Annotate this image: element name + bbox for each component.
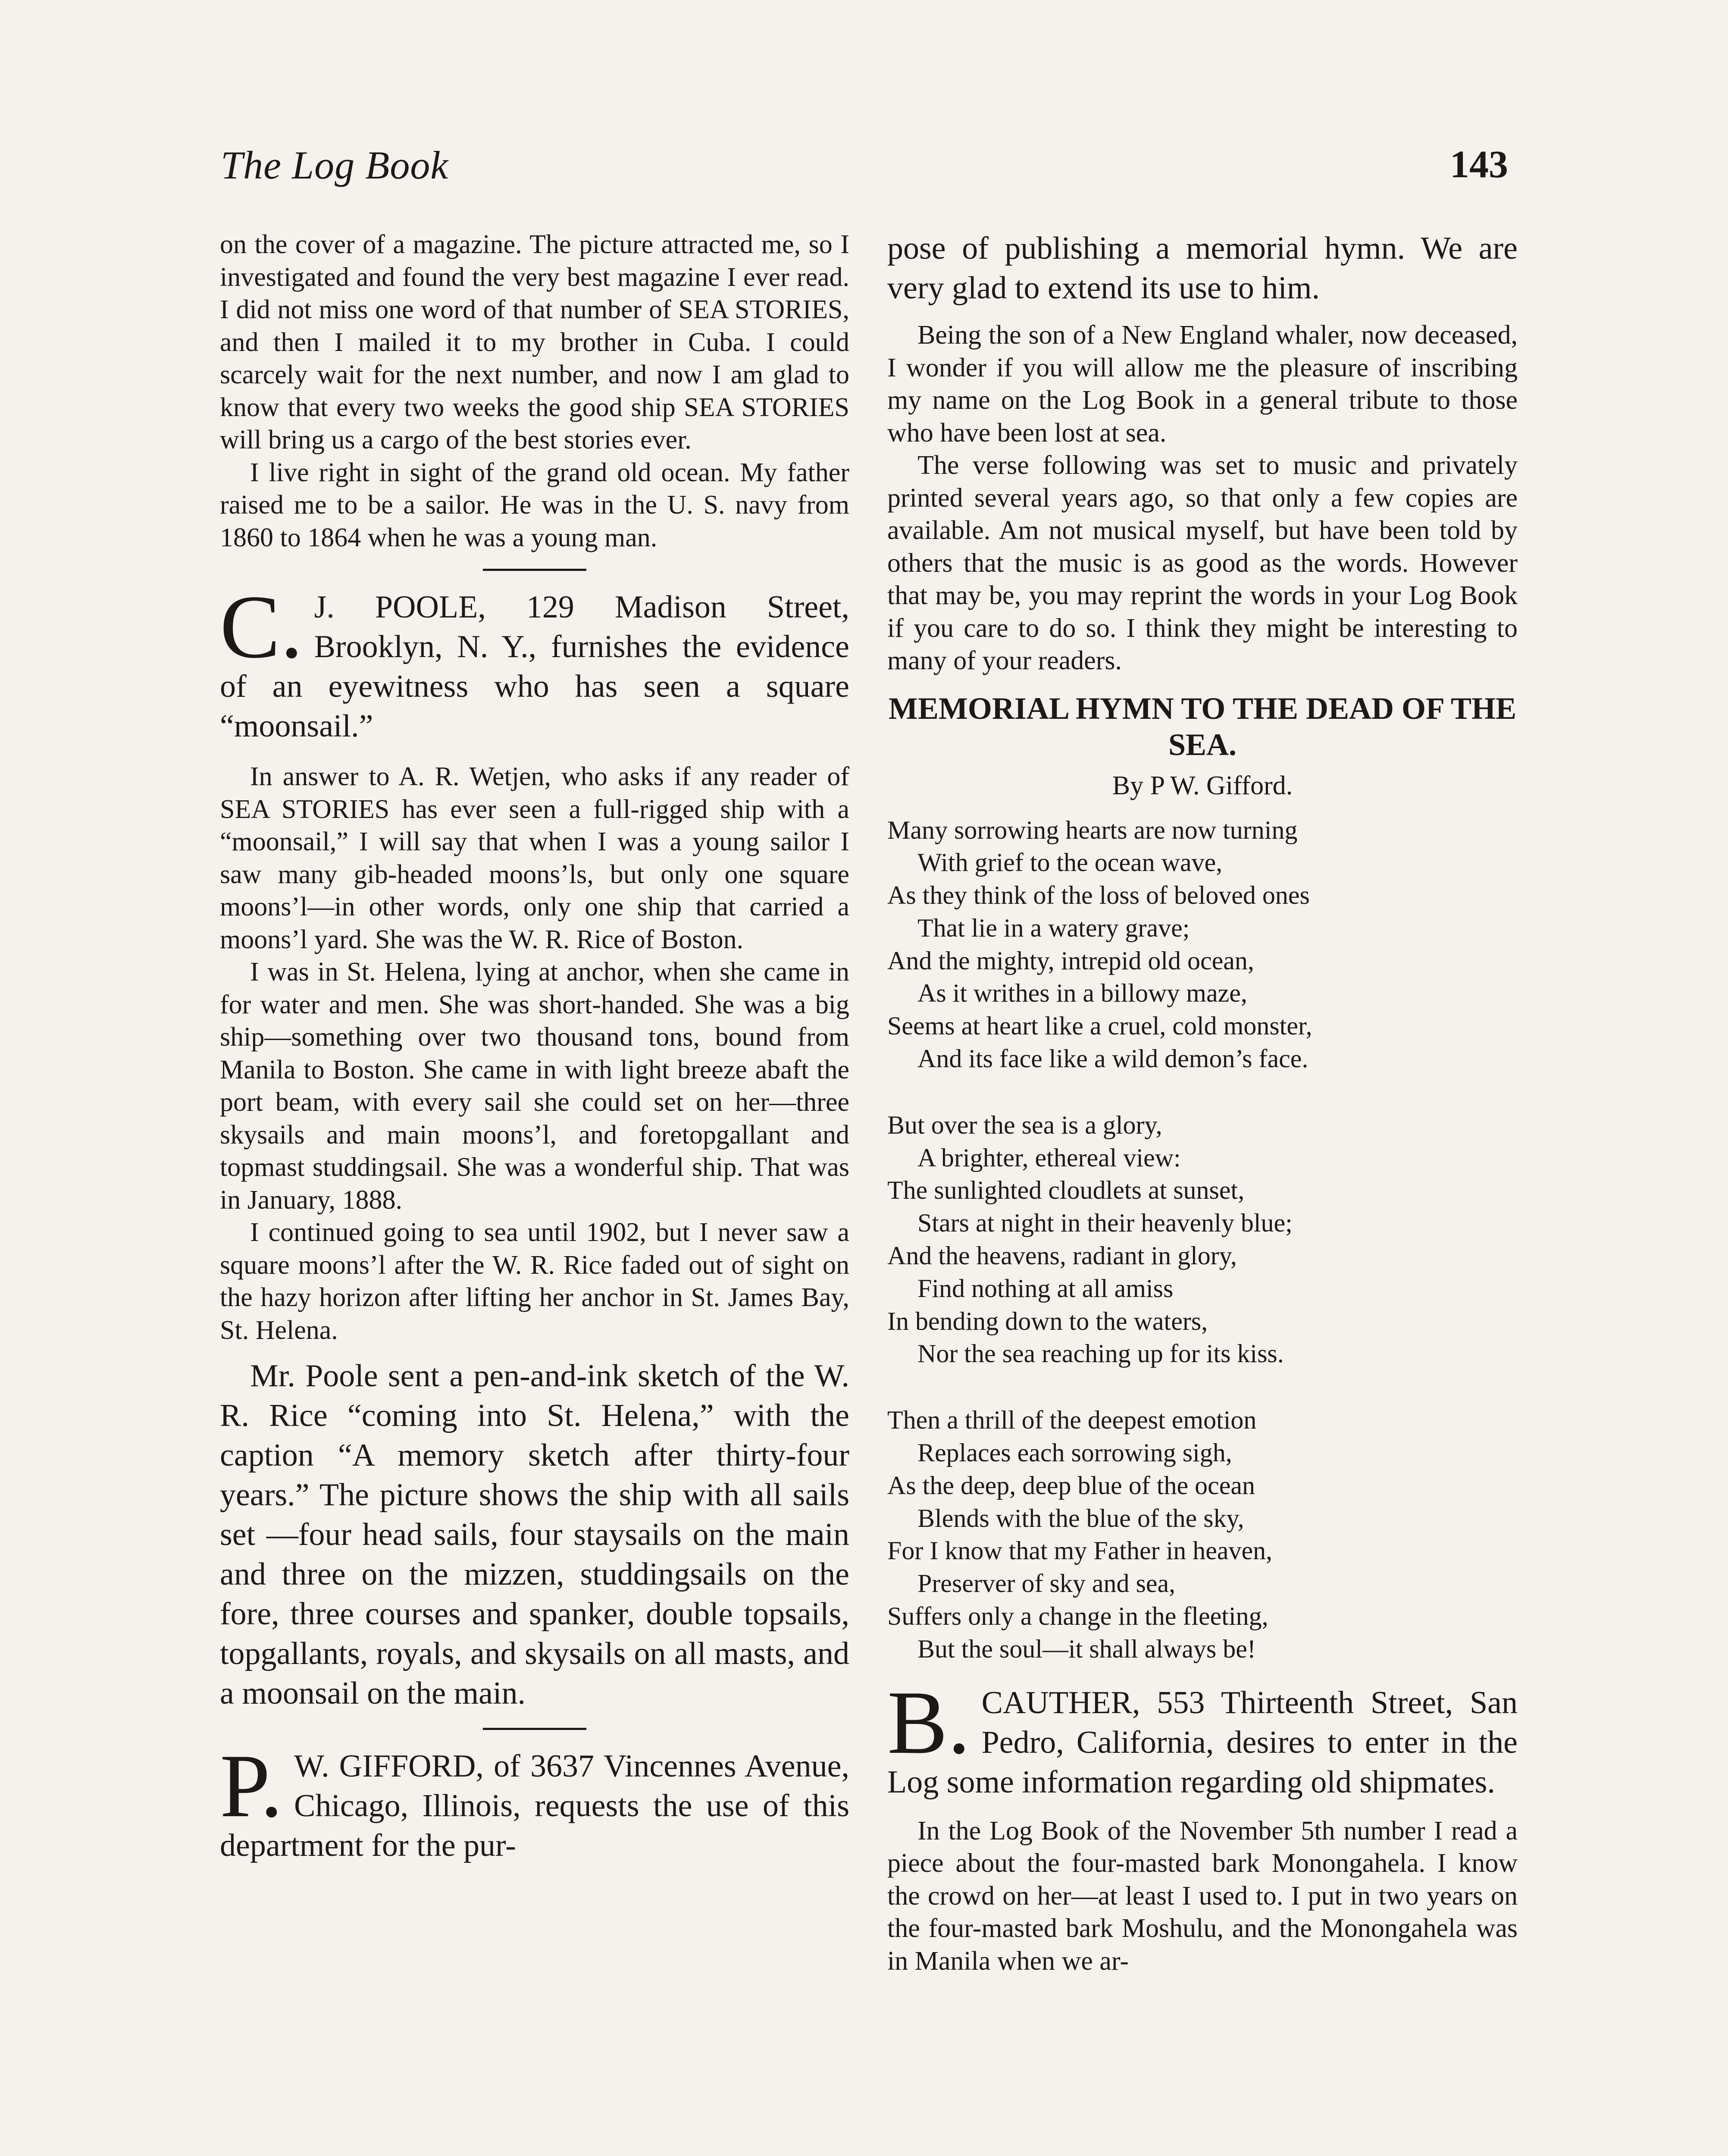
verse-line: Many sorrowing hearts are now turning [887,815,1298,844]
verse-line: As they think of the loss of beloved ones [887,881,1310,910]
verse-line: Blends with the blue of the sky, [917,1504,1244,1532]
page-number: 143 [1450,143,1508,186]
verse-line: A brighter, ethereal view: [917,1143,1181,1172]
verse-line: For I know that my Father in heaven, [887,1536,1273,1565]
gifford-intro [220,1736,849,1865]
hymn-stanza [887,814,1518,1075]
verse-line: Seems at heart like a cruel, cold monster, [887,1012,1312,1040]
verse-line: Nor the sea reaching up for its kiss. [917,1339,1284,1368]
verse-line: With grief to the ocean wave, [917,848,1223,877]
editor-paragraph: Mr. Poole sent a pen-and-ink sketch of the W. R. Rice “coming into St. Helena,” with the caption “A memory sketch after thirty-four years.” The picture shows the ship with all sails set —four head sails, four staysails on the main and three on the mizzen, studdingsails on the fore, three courses and spanker, double topsails, topgallants, royals, and skysails on all masts, and a moonsail on the main. [220,1358,849,1711]
right-column [887,229,1518,1977]
verse-line: That lie in a watery grave; [917,913,1190,942]
gifford-intro-text: W. GIFFORD, of 3637 Vincennes Avenue, Chicago, Illinois, requests the use of this department for the pur- [220,1749,849,1863]
verse-line: But the soul—it shall always be! [917,1634,1256,1663]
verse-line: And the mighty, intrepid old ocean, [887,946,1254,975]
hymn-stanza [887,1109,1518,1370]
poole-intro-text: J. POOLE, 129 Madison Street, Brooklyn, N. Y., furnishes the evidence of an eyewitness who has seen a square “moonsail.” [220,589,849,744]
verse-line: Then a thrill of the deepest emotion [887,1406,1257,1435]
verse-line: Preserver of sky and sea, [917,1569,1176,1598]
letter-paragraph: In answer to A. R. Wetjen, who asks if any reader of SEA STORIES has ever seen a full-rigged ship with a “moonsail,” I will say that when I was a young sailor I saw many gib-headed moons’ls, but only one square moons’l—in other words, only one ship that carried a moons’l yard. She was the W. R. Rice of Boston. [220,762,849,954]
letter-paragraph: on the cover of a magazine. The picture attracted me, so I investigated and found the very best magazine I ever read. I did not miss one word of that number of SEA STORIES, and then I mailed it to my brother in Cuba. I could scarcely wait for the next number, and now I am glad to know that every two weeks the good ship SEA STORIES will bring us a cargo of the best stories ever. [220,230,849,454]
hymn-title: MEMORIAL HYMN TO THE DEAD OF THE SEA. [888,691,1517,762]
drop-cap: B. [887,1672,970,1773]
verse-line: And its face like a wild demon’s face. [917,1044,1309,1073]
left-column [220,229,849,1865]
verse-line: And the heavens, radiant in glory, [887,1241,1237,1270]
letter-paragraph: In the Log Book of the November 5th number I read a piece about the four-masted bark Monongahela. I know the crowd on her—at least I used to. I put in two years on the four-masted bark Moshulu, and the Monongahela was in Manila when we ar- [887,1816,1518,1976]
drop-cap: C. [220,577,303,677]
section-divider [483,1728,586,1730]
verse-line: Stars at night in their heavenly blue; [917,1209,1293,1238]
verse-line: Replaces each sorrowing sigh, [917,1438,1232,1467]
poole-intro [220,577,849,746]
hymn-stanza [887,1404,1518,1665]
verse-line: In bending down to the waters, [887,1307,1208,1335]
section-divider [483,569,586,571]
verse-line: As it writhes in a billowy maze, [917,979,1247,1008]
verse-line: But over the sea is a glory, [887,1110,1162,1139]
verse-line: The sunlighted cloudlets at sunset, [887,1176,1245,1205]
verse-line: Find nothing at all amiss [917,1274,1174,1303]
hymn-byline: By P W. Gifford. [1112,771,1293,800]
letter-paragraph: I was in St. Helena, lying at anchor, when she came in for water and men. She was short-handed. She was a big ship—something over two thousand tons, bound from Manila to Boston. She came in with light breeze abaft the port beam, with every sail she could set on her—three skysails and main moons’l, and foretopgallant and topmast studdingsail. She was a wonderful ship. That was in January, 1888. [220,957,849,1215]
editor-paragraph: pose of publishing a memorial hymn. We are very glad to extend its use to him. [887,231,1518,306]
cauther-intro [887,1672,1518,1802]
letter-paragraph: I live right in sight of the grand old ocean. My father raised me to be a sailor. He was in the U. S. navy from 1860 to 1864 when he was a young man. [220,458,849,552]
letter-paragraph: I continued going to sea until 1902, but I never saw a square moons’l after the W. R. Rice faded out of sight on the hazy horizon after lifting her anchor in St. James Bay, St. Helena. [220,1218,849,1345]
running-header-title: The Log Book [221,143,449,187]
drop-cap: P. [220,1736,283,1836]
cauther-intro-text: CAUTHER, 553 Thirteenth Street, San Pedro, California, desires to enter in the Log some information regarding old shipmates. [887,1685,1518,1800]
letter-paragraph: Being the son of a New England whaler, now deceased, I wonder if you will allow me the pleasure of inscribing my name on the Log Book in a general tribute to those who have been lost at sea. [887,320,1518,448]
verse-line: As the deep, deep blue of the ocean [887,1471,1255,1500]
verse-line: Suffers only a change in the fleeting, [887,1602,1268,1631]
letter-paragraph: The verse following was set to music and privately printed several years ago, so that only a few copies are available. Am not musical myself, but have been told by others that the music is as good as the words. However that may be, you may reprint the words in your Log Book if you care to do so. I think they might be interesting to many of your readers. [887,451,1518,675]
